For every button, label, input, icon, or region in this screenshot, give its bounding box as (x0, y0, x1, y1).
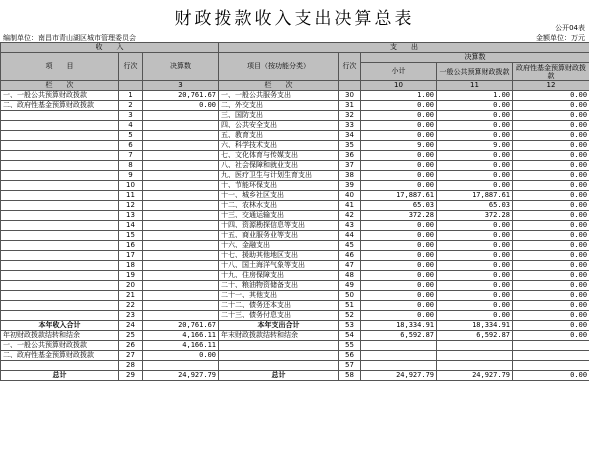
income-row-no: 20 (119, 281, 143, 291)
subtotal-amount: 0.00 (361, 301, 437, 311)
gov-fund-amount: 0.00 (513, 161, 589, 171)
expense-row-no: 35 (339, 141, 361, 151)
gov-fund-amount: 0.00 (513, 231, 589, 241)
income-row-no: 7 (119, 151, 143, 161)
income-row-no: 3 (119, 111, 143, 121)
income-row-no: 19 (119, 271, 143, 281)
expense-row-no: 51 (339, 301, 361, 311)
expense-row-no: 50 (339, 291, 361, 301)
table-row (1, 211, 589, 221)
gov-fund-amount (513, 361, 589, 371)
general-budget-amount: 0.00 (437, 181, 513, 191)
column-index-11: 11 (437, 81, 513, 91)
income-row-no: 13 (119, 211, 143, 221)
gov-fund-amount: 0.00 (513, 261, 589, 271)
table-row (1, 191, 589, 201)
income-row-no: 25 (119, 331, 143, 341)
income-amount (143, 271, 219, 281)
table-row (1, 301, 589, 311)
expense-item-header: 项目（按功能分类） (219, 53, 339, 81)
income-amount (143, 161, 219, 171)
expense-row-no: 56 (339, 351, 361, 361)
table-row (1, 121, 589, 131)
general-budget-amount: 9.00 (437, 141, 513, 151)
expense-row-no: 41 (339, 201, 361, 211)
expense-item: 十三、交通运输支出 (219, 211, 339, 221)
expense-item: 三、国防支出 (219, 111, 339, 121)
expense-row-no: 33 (339, 121, 361, 131)
gov-fund-amount: 0.00 (513, 251, 589, 261)
general-budget-amount: 0.00 (437, 151, 513, 161)
general-budget-amount: 0.00 (437, 111, 513, 121)
subtotal-amount: 0.00 (361, 181, 437, 191)
income-row-no: 14 (119, 221, 143, 231)
income-section-header: 收 入 (1, 43, 219, 53)
gov-fund-amount: 0.00 (513, 211, 589, 221)
subtotal-amount: 6,592.87 (361, 331, 437, 341)
general-budget-amount: 0.00 (437, 131, 513, 141)
subtotal-amount: 0.00 (361, 161, 437, 171)
table-row (1, 371, 589, 381)
column-index-12: 12 (513, 81, 589, 91)
gov-fund-amount: 0.00 (513, 91, 589, 101)
income-item (1, 291, 119, 301)
expense-item: 八、社会保障和就业支出 (219, 161, 339, 171)
income-amount (143, 121, 219, 131)
table-row (1, 271, 589, 281)
income-row-no: 29 (119, 371, 143, 381)
gov-fund-amount: 0.00 (513, 241, 589, 251)
general-budget-amount (437, 361, 513, 371)
income-row-no-header: 行次 (119, 53, 143, 81)
gov-fund-amount: 0.00 (513, 331, 589, 341)
gov-fund-amount: 0.00 (513, 301, 589, 311)
expense-item: 十九、住房保障支出 (219, 271, 339, 281)
income-amount: 0.00 (143, 351, 219, 361)
table-row (1, 361, 589, 371)
income-item (1, 161, 119, 171)
expense-row-no: 55 (339, 341, 361, 351)
gov-fund-amount: 0.00 (513, 111, 589, 121)
expense-item: 六、科学技术支出 (219, 141, 339, 151)
gov-fund-amount (513, 341, 589, 351)
income-row-no: 15 (119, 231, 143, 241)
table-row (1, 221, 589, 231)
income-item (1, 221, 119, 231)
income-item (1, 361, 119, 371)
income-amount (143, 301, 219, 311)
expense-item: 七、文化体育与传媒支出 (219, 151, 339, 161)
income-row-no: 21 (119, 291, 143, 301)
table-row (1, 311, 589, 321)
gov-fund-amount: 0.00 (513, 281, 589, 291)
income-item (1, 151, 119, 161)
subtotal-amount: 0.00 (361, 291, 437, 301)
table-row (1, 181, 589, 191)
general-budget-amount: 0.00 (437, 171, 513, 181)
income-item: 本年收入合计 (1, 321, 119, 331)
income-item (1, 301, 119, 311)
general-budget-amount: 17,887.61 (437, 191, 513, 201)
general-budget-amount: 0.00 (437, 231, 513, 241)
general-budget-amount: 0.00 (437, 271, 513, 281)
expense-row-no: 38 (339, 171, 361, 181)
gov-fund-amount: 0.00 (513, 101, 589, 111)
subtotal-amount: 9.00 (361, 141, 437, 151)
general-budget-amount: 65.03 (437, 201, 513, 211)
income-item: 总计 (1, 371, 119, 381)
general-budget-amount: 0.00 (437, 281, 513, 291)
table-row (1, 151, 589, 161)
income-amount: 4,166.11 (143, 341, 219, 351)
expense-item: 二十一、其他支出 (219, 291, 339, 301)
subtotal-amount: 0.00 (361, 221, 437, 231)
income-row-no: 22 (119, 301, 143, 311)
general-budget-amount (437, 351, 513, 361)
expense-row-no: 57 (339, 361, 361, 371)
expense-row-no: 54 (339, 331, 361, 341)
general-budget-amount (437, 341, 513, 351)
table-row (1, 261, 589, 271)
subtotal-amount (361, 361, 437, 371)
general-budget-amount: 0.00 (437, 261, 513, 271)
income-row-no: 5 (119, 131, 143, 141)
gov-fund-amount: 0.00 (513, 311, 589, 321)
gov-fund-amount: 0.00 (513, 141, 589, 151)
subtotal-amount: 0.00 (361, 271, 437, 281)
income-row-no: 6 (119, 141, 143, 151)
expense-item: 二十、粮油物资储备支出 (219, 281, 339, 291)
general-budget-amount: 0.00 (437, 101, 513, 111)
general-budget-amount: 0.00 (437, 291, 513, 301)
income-item: 二、政府性基金预算财政拨款 (1, 351, 119, 361)
table-row (1, 331, 589, 341)
income-amount (143, 291, 219, 301)
general-budget-amount: 0.00 (437, 251, 513, 261)
expense-row-no: 46 (339, 251, 361, 261)
income-item (1, 251, 119, 261)
general-budget-amount: 0.00 (437, 221, 513, 231)
expense-item: 一、一般公共服务支出 (219, 91, 339, 101)
expense-row-no: 30 (339, 91, 361, 101)
expense-row-no: 49 (339, 281, 361, 291)
expense-row-no: 39 (339, 181, 361, 191)
table-row (1, 321, 589, 331)
income-amount (143, 231, 219, 241)
gov-fund-amount: 0.00 (513, 171, 589, 181)
expense-item: 本年支出合计 (219, 321, 339, 331)
general-budget-amount: 0.00 (437, 121, 513, 131)
expense-row-no: 45 (339, 241, 361, 251)
subtotal-amount: 0.00 (361, 121, 437, 131)
expense-item: 二、外交支出 (219, 101, 339, 111)
expense-row-no: 53 (339, 321, 361, 331)
income-item (1, 121, 119, 131)
expense-row-no: 52 (339, 311, 361, 321)
expense-row-no: 34 (339, 131, 361, 141)
gov-fund-amount: 0.00 (513, 221, 589, 231)
income-row-no: 1 (119, 91, 143, 101)
income-amount (143, 221, 219, 231)
expense-item: 十一、城乡社区支出 (219, 191, 339, 201)
income-amount (143, 131, 219, 141)
general-budget-amount: 372.28 (437, 211, 513, 221)
subtotal-header: 小计 (361, 63, 437, 81)
income-row-no: 28 (119, 361, 143, 371)
expense-row-no: 42 (339, 211, 361, 221)
expense-item: 十五、商业服务业等支出 (219, 231, 339, 241)
subtotal-amount: 65.03 (361, 201, 437, 211)
table-row (1, 251, 589, 261)
subtotal-amount: 0.00 (361, 251, 437, 261)
income-row-no: 24 (119, 321, 143, 331)
income-amount (143, 191, 219, 201)
table-row (1, 201, 589, 211)
table-row (1, 161, 589, 171)
gov-fund-amount (513, 351, 589, 361)
income-row-no: 2 (119, 101, 143, 111)
income-item (1, 241, 119, 251)
general-budget-amount: 0.00 (437, 311, 513, 321)
income-item (1, 281, 119, 291)
page-title: 财政拨款收入支出决算总表 (174, 9, 415, 29)
expense-row-no: 58 (339, 371, 361, 381)
income-amount (143, 281, 219, 291)
income-amount (143, 201, 219, 211)
column-index-label: 栏 次 (1, 81, 119, 91)
gov-fund-amount: 0.00 (513, 321, 589, 331)
expense-item: 年末财政拨款结转和结余 (219, 331, 339, 341)
column-index-3: 3 (143, 81, 219, 91)
expense-item: 九、医疗卫生与计划生育支出 (219, 171, 339, 181)
subtotal-amount: 0.00 (361, 151, 437, 161)
subtotal-amount: 0.00 (361, 131, 437, 141)
income-row-no: 11 (119, 191, 143, 201)
column-index-10: 10 (361, 81, 437, 91)
gov-fund-amount: 0.00 (513, 201, 589, 211)
table-row (1, 131, 589, 141)
income-item (1, 311, 119, 321)
income-row-no: 27 (119, 351, 143, 361)
subtotal-amount: 18,334.91 (361, 321, 437, 331)
income-amount (143, 171, 219, 181)
table-row (1, 241, 589, 251)
income-item (1, 231, 119, 241)
general-budget-amount: 18,334.91 (437, 321, 513, 331)
table-row (1, 291, 589, 301)
subtotal-amount: 17,887.61 (361, 191, 437, 201)
gov-fund-amount: 0.00 (513, 271, 589, 281)
table-row (1, 91, 589, 101)
expense-row-no: 37 (339, 161, 361, 171)
subtotal-amount: 0.00 (361, 241, 437, 251)
income-row-no: 26 (119, 341, 143, 351)
income-amount: 4,166.11 (143, 331, 219, 341)
expense-item: 五、教育支出 (219, 131, 339, 141)
income-amount-header: 决算数 (143, 53, 219, 81)
gov-fund-header: 政府性基金预算财政拨款 (513, 63, 589, 81)
expense-item: 二十三、债务付息支出 (219, 311, 339, 321)
income-item (1, 141, 119, 151)
income-item (1, 271, 119, 281)
income-amount: 20,761.67 (143, 91, 219, 101)
table-row (1, 281, 589, 291)
income-amount (143, 151, 219, 161)
income-amount (143, 211, 219, 221)
expense-row-no: 43 (339, 221, 361, 231)
expense-item: 十六、金融支出 (219, 241, 339, 251)
form-number: 公开04表 (555, 24, 585, 32)
expense-section-header: 支 出 (219, 43, 589, 53)
general-budget-amount: 0.00 (437, 241, 513, 251)
income-row-no: 10 (119, 181, 143, 191)
gov-fund-amount: 0.00 (513, 371, 589, 381)
currency-unit: 金额单位：万元 (536, 34, 585, 42)
expense-item (219, 351, 339, 361)
reporting-unit: 编制单位：南昌市青山湖区城市管理委员会 (3, 34, 136, 42)
table-row (1, 111, 589, 121)
expense-item: 四、公共安全支出 (219, 121, 339, 131)
table-row (1, 351, 589, 361)
subtotal-amount: 0.00 (361, 171, 437, 181)
subtotal-amount: 24,927.79 (361, 371, 437, 381)
income-item (1, 111, 119, 121)
income-item: 一、一般公共预算财政拨款 (1, 91, 119, 101)
table-row (1, 231, 589, 241)
income-amount (143, 251, 219, 261)
general-budget-amount: 0.00 (437, 301, 513, 311)
income-item (1, 181, 119, 191)
gov-fund-amount: 0.00 (513, 121, 589, 131)
income-item: 一、一般公共预算财政拨款 (1, 341, 119, 351)
income-row-no: 18 (119, 261, 143, 271)
table-row (1, 141, 589, 151)
income-row-no: 16 (119, 241, 143, 251)
income-amount (143, 241, 219, 251)
gov-fund-amount: 0.00 (513, 151, 589, 161)
table-row (1, 101, 589, 111)
general-budget-amount: 24,927.79 (437, 371, 513, 381)
income-row-no: 8 (119, 161, 143, 171)
gov-fund-amount: 0.00 (513, 131, 589, 141)
gov-fund-amount: 0.00 (513, 291, 589, 301)
income-row-no: 17 (119, 251, 143, 261)
subtotal-amount (361, 351, 437, 361)
expense-amount-header: 决算数 (361, 53, 589, 63)
income-item (1, 261, 119, 271)
expense-item: 十、节能环保支出 (219, 181, 339, 191)
expense-item: 十二、农林水支出 (219, 201, 339, 211)
column-index-label: 栏 次 (219, 81, 339, 91)
income-row-no: 9 (119, 171, 143, 181)
subtotal-amount: 0.00 (361, 111, 437, 121)
subtotal-amount: 0.00 (361, 311, 437, 321)
expense-row-no: 36 (339, 151, 361, 161)
income-amount: 0.00 (143, 101, 219, 111)
general-budget-amount: 6,592.87 (437, 331, 513, 341)
table-row (1, 171, 589, 181)
expense-row-no: 32 (339, 111, 361, 121)
income-amount (143, 141, 219, 151)
general-budget-header: 一般公共预算财政拨款 (437, 63, 513, 81)
expense-row-no: 44 (339, 231, 361, 241)
expense-item: 总计 (219, 371, 339, 381)
expense-item: 十七、援助其他地区支出 (219, 251, 339, 261)
income-item: 年初财政拨款结转和结余 (1, 331, 119, 341)
subtotal-amount: 0.00 (361, 231, 437, 241)
income-amount (143, 311, 219, 321)
income-row-no: 4 (119, 121, 143, 131)
gov-fund-amount: 0.00 (513, 181, 589, 191)
income-item: 二、政府性基金预算财政拨款 (1, 101, 119, 111)
expense-row-no: 47 (339, 261, 361, 271)
subtotal-amount: 1.00 (361, 91, 437, 101)
expense-item (219, 361, 339, 371)
expense-item (219, 341, 339, 351)
income-amount: 20,761.67 (143, 321, 219, 331)
income-row-no: 12 (119, 201, 143, 211)
expense-row-no: 40 (339, 191, 361, 201)
expense-item: 十四、资源勘探信息等支出 (219, 221, 339, 231)
income-amount (143, 181, 219, 191)
expense-row-no-header: 行次 (339, 53, 361, 81)
income-item (1, 171, 119, 181)
expense-row-no: 31 (339, 101, 361, 111)
gov-fund-amount: 0.00 (513, 191, 589, 201)
income-amount: 24,927.79 (143, 371, 219, 381)
expense-row-no: 48 (339, 271, 361, 281)
subtotal-amount (361, 341, 437, 351)
income-amount (143, 261, 219, 271)
income-item (1, 201, 119, 211)
income-row-no: 23 (119, 311, 143, 321)
subtotal-amount: 0.00 (361, 101, 437, 111)
general-budget-amount: 0.00 (437, 161, 513, 171)
income-item-header: 项 目 (1, 53, 119, 81)
subtotal-amount: 0.00 (361, 261, 437, 271)
income-amount (143, 111, 219, 121)
income-amount (143, 361, 219, 371)
subtotal-amount: 372.28 (361, 211, 437, 221)
table-row (1, 341, 589, 351)
budget-table (0, 42, 589, 381)
subtotal-amount: 0.00 (361, 281, 437, 291)
income-item (1, 131, 119, 141)
income-item (1, 191, 119, 201)
income-item (1, 211, 119, 221)
general-budget-amount: 1.00 (437, 91, 513, 101)
expense-item: 二十二、债务还本支出 (219, 301, 339, 311)
expense-item: 十八、国土海洋气象等支出 (219, 261, 339, 271)
